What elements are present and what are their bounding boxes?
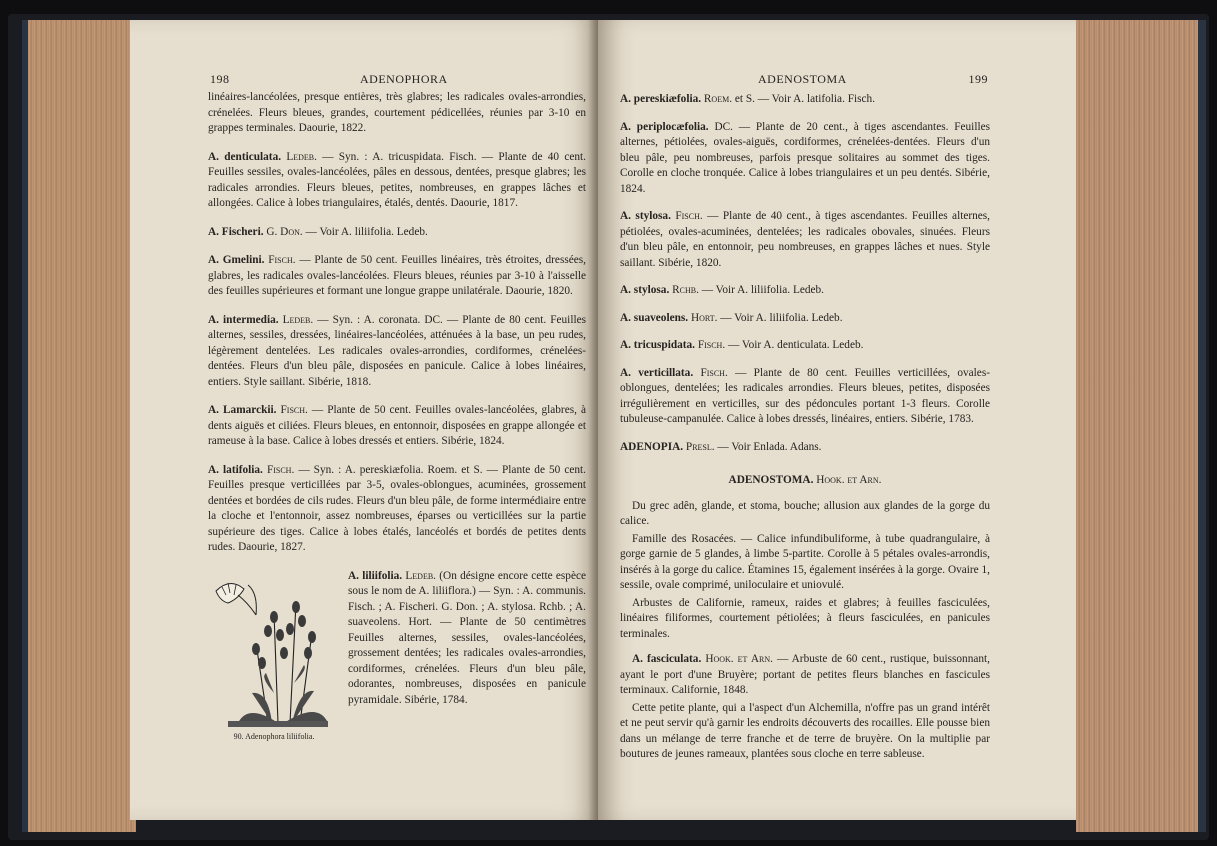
author-abbreviation: Fisch. [280, 404, 312, 416]
left-page [130, 20, 598, 820]
genus-description [620, 532, 990, 594]
author-abbreviation: Roem. [703, 93, 735, 105]
species-name: A. Gmelini. [208, 254, 269, 266]
page-number: 199 [968, 72, 988, 86]
species-name: A. pereskiæfolia. [620, 93, 704, 105]
plant-drawing-icon [208, 573, 340, 733]
species-entry [620, 366, 990, 428]
species-entry [208, 253, 586, 300]
running-head: ADENOSTOMA [758, 72, 847, 86]
description-text: — Plante de 80 cent. Feuilles verticillées, ovales-oblongues, dentelées; les radicales arrondies. Fleurs bleues, petites, disposées irrégulièrement en verticilles, sur des pédoncules portant 1-3 fleurs. Corolle tubuleuse-campanulée. Calice à lobes dressés, linéaires, entiers. Sibérie, 1783. [620, 366, 990, 425]
species-entry [208, 225, 586, 241]
species-name: A. fasciculata. [632, 653, 706, 665]
description-text: Arbustes de Californie, rameux, raides et glabres; à feuilles fasciculées, linéaires filiformes, courtement pétiolées; à fleurs fasciculées, en panicules terminales. [620, 596, 990, 640]
synonym-note: — Voir A. liliifolia. Ledeb. [305, 225, 428, 238]
description-text: et S. — Voir A. latifolia. Fisch. [734, 93, 876, 105]
description-text: — Voir A. denticulata. Ledeb. [728, 339, 864, 351]
genus-description [620, 596, 990, 643]
description-text: — Voir Enlada. Adans. [717, 440, 822, 453]
left-page-header [210, 72, 585, 88]
cultivation-note [620, 701, 990, 763]
species-entry [620, 92, 990, 108]
species-name: A. tricuspidata. [620, 339, 698, 351]
author-abbreviation: Presl. [685, 440, 718, 453]
description-text: — Plante de 20 cent., à tiges ascendantes. Feuilles alternes, pétiolées, ovales-aiguës, cordiformes, crénelées-dentées. Fleurs d'un bleu pâle, peu nombreuses, parfois presque solitaires au sommet des tiges. Corolle en cloche tronquée. Calice à lobes triangulaires et un peu dentés. Sibérie, 1824. [620, 120, 991, 195]
species-entry [620, 338, 990, 354]
species-name: A. Fischeri. [208, 225, 267, 238]
species-entry [208, 403, 586, 450]
species-name: A. denticulata. [208, 150, 287, 163]
page-edges-left [22, 20, 136, 832]
page-edges-right [1076, 20, 1206, 832]
species-entry [208, 463, 586, 556]
species-name: A. periplocæfolia. [620, 120, 715, 133]
species-entry [208, 313, 586, 391]
species-entry [620, 120, 990, 198]
author-abbreviation: Fisch. [268, 254, 300, 266]
synonym-note: — Syn. : A. tricuspidata. Fisch. — [322, 150, 499, 163]
description-text: Plante de 50 cent. Feuilles presque verticillées par 3-5, ovales-oblongues, acuminées, grossement dentées et bordées de cils rudes. Fleurs d'un bleu pâle, de forme intermédiaire entre la cloche et l'entonnoir, assez nombreuses, éparses ou verticillées sur la partie supérieure des tiges. Calice à lobes étalés, lancéolés et bordés de petites dents rudes. Daourie, 1827. [208, 463, 586, 553]
author-abbreviation: Ledeb. [282, 313, 318, 326]
author-abbreviation: Fisch. [697, 339, 728, 351]
description-text: — Plante de 40 cent., à tiges ascendantes. Feuilles alternes, pétiolées, ovales-acuminées, dentelées; les radicales obovales, sinuées. Fleurs d'un bleu pâle, en entonnoir, peu nombreuses, en grappes lâches et nues. Style saillant. Sibérie, 1820. [620, 210, 991, 269]
species-entry [620, 311, 990, 327]
species-name: A. verticillata. [620, 366, 701, 379]
author-abbreviation: Fisch. [675, 210, 708, 222]
author-abbreviation: Ledeb. [286, 150, 323, 163]
genus-name: ADENOSTOMA. [728, 474, 817, 486]
description-text: Plante de 40 cent. Feuilles sessiles, ovales-lancéolées, pâles en dessous, dentées, presque glabres; les radicales arrondies. Fleurs bleues, petites, nombreuses, en grappes lâches et allongées. Calice à lobes triangulaires, étalés, dentés. Daourie, 1817. [208, 150, 586, 209]
species-name: A. liliifolia. [348, 569, 406, 582]
description-text: — Arbuste de 60 cent., rustique, buissonnant, ayant le port d'une Bruyère; portant de petites fleurs blanches en fascicules terminaux. Californie, 1848. [620, 653, 990, 696]
species-name: A. stylosa. [620, 210, 676, 222]
species-name: A. intermedia. [208, 313, 283, 326]
author-abbreviation: Hort. [690, 311, 721, 324]
author-abbreviation: G. Don. [266, 225, 306, 238]
species-entry [620, 652, 990, 699]
running-head: ADENOPHORA [360, 72, 448, 86]
author-abbreviation: Ledeb. [405, 569, 440, 582]
author-abbreviation: DC. [714, 120, 739, 133]
synonym-note: — Syn. : A. pereskiæfolia. Roem. et S. — [298, 463, 503, 476]
species-entry [208, 150, 586, 212]
description-text: linéaires-lancéolées, presque entières, très glabres; les radicales ovales-arrondies, crénelées. Fleurs bleues, grandes, courtement pédicellées, réunies par 3-10 en grappes terminales. Daourie, 1822. [208, 91, 586, 134]
author-abbreviation: Rchb. [672, 284, 702, 296]
species-entry [620, 283, 990, 299]
description-text: — Plante de 50 cent. Feuilles ovales-lancéolées, glabres, à dents aiguës et ciliées. Fleurs bleues, en entonnoir, disposées en grappe allongée et rameuse à la base. Calice à lobes dressés et entiers. Sibérie, 1824. [208, 404, 586, 447]
right-page [598, 20, 1076, 820]
species-entry [620, 209, 990, 271]
description-text: Plante de 50 centimètres Feuilles alternes, sessiles, ovales-lancéolées, grossement dentées; les radicales ovales-arrondies, cordiformes, crénelées. Fleurs d'un bleu pâle, odorantes, nombreuses, disposées en panicule pyramidale. Sibérie, 1784. [348, 616, 586, 706]
species-name: A. Lamarckii. [208, 404, 281, 416]
synonym-note: (On désigne encore cette espèce sous le nom de A. liliiflora.) — Syn. : A. communis. Fisch. ; A. Fischeri. G. Don. ; A. stylosa. Rchb. ; A. suaveolens. Hort. — [348, 569, 586, 628]
description-text: Cette petite plante, qui a l'aspect d'un Alchemilla, n'offre pas un grand intérêt et ne peut servir qu'à garnir les endroits découverts des rocailles. Elle pousse bien dans un mélange de terre franche et de terre de bruyère. On la multiplie par boutures de jeunes rameaux, plantées sous cloche en terre sableuse. [620, 701, 990, 760]
botanical-illustration [208, 573, 340, 745]
species-name: A. suaveolens. [620, 311, 691, 324]
figure-caption: 90. Adenophora liliifolia. [233, 732, 315, 741]
right-page-header [620, 72, 988, 88]
author-abbreviation: Fisch. [700, 366, 736, 379]
description-text: — Voir A. liliifolia. Ledeb. [701, 284, 825, 296]
synonym-note: — Syn. : A. coronata. DC. — [317, 313, 463, 326]
species-entry [208, 569, 586, 741]
species-entry [620, 440, 990, 456]
genus-author: Hook. et Arn. [816, 474, 882, 486]
species-name: ADENOPIA. [620, 440, 686, 453]
description-text: Famille des Rosacées. — Calice infundibuliforme, à tube quadrangulaire, à gorge garnie de 5 glandes, à limbe 5-partite. Corolle à 5 pétales ovales-arrondis, insérés à la gorge du calice. Étamines 15, également insérées à la gorge. Ovaire 1, sessile, ovale comprimé, uniloculaire et uniovulé. [620, 532, 990, 591]
species-entry [208, 90, 586, 137]
author-abbreviation: Fisch. [266, 463, 299, 476]
left-page-text [208, 90, 586, 747]
page-number: 198 [210, 72, 230, 86]
species-name: A. stylosa. [620, 284, 673, 296]
genus-heading [620, 473, 990, 489]
author-abbreviation: Hook. et Arn. [705, 653, 777, 665]
description-text: — Voir A. liliifolia. Ledeb. [720, 311, 843, 324]
description-text: Du grec adên, glande, et stoma, bouche; allusion aux glandes de la gorge du calice. [620, 499, 990, 527]
description-text: Plante de 80 cent. Feuilles alternes, sessiles, dressées, linéaires-lancéolées, atténuées à la base, un peu rudes, légèrement dentelées. Les radicales ovales-arrondies, cordiformes, crénelées-dentées. Fleurs d'un bleu pâle, disposées en panicule. Calice à lobes linéaires, entiers. Style saillant. Sibérie, 1818. [208, 313, 587, 388]
species-name: A. latifolia. [208, 463, 267, 476]
genus-description [620, 499, 990, 530]
description-text: — Plante de 50 cent. Feuilles linéaires, très étroites, dressées, glabres, les radicales ovales-lancéolées. Fleurs bleues, réunies par 3-10 à l'aisselle des feuilles supérieures et formant une longue grappe unilatérale. Daourie, 1820. [208, 254, 586, 297]
right-page-text [620, 92, 990, 765]
